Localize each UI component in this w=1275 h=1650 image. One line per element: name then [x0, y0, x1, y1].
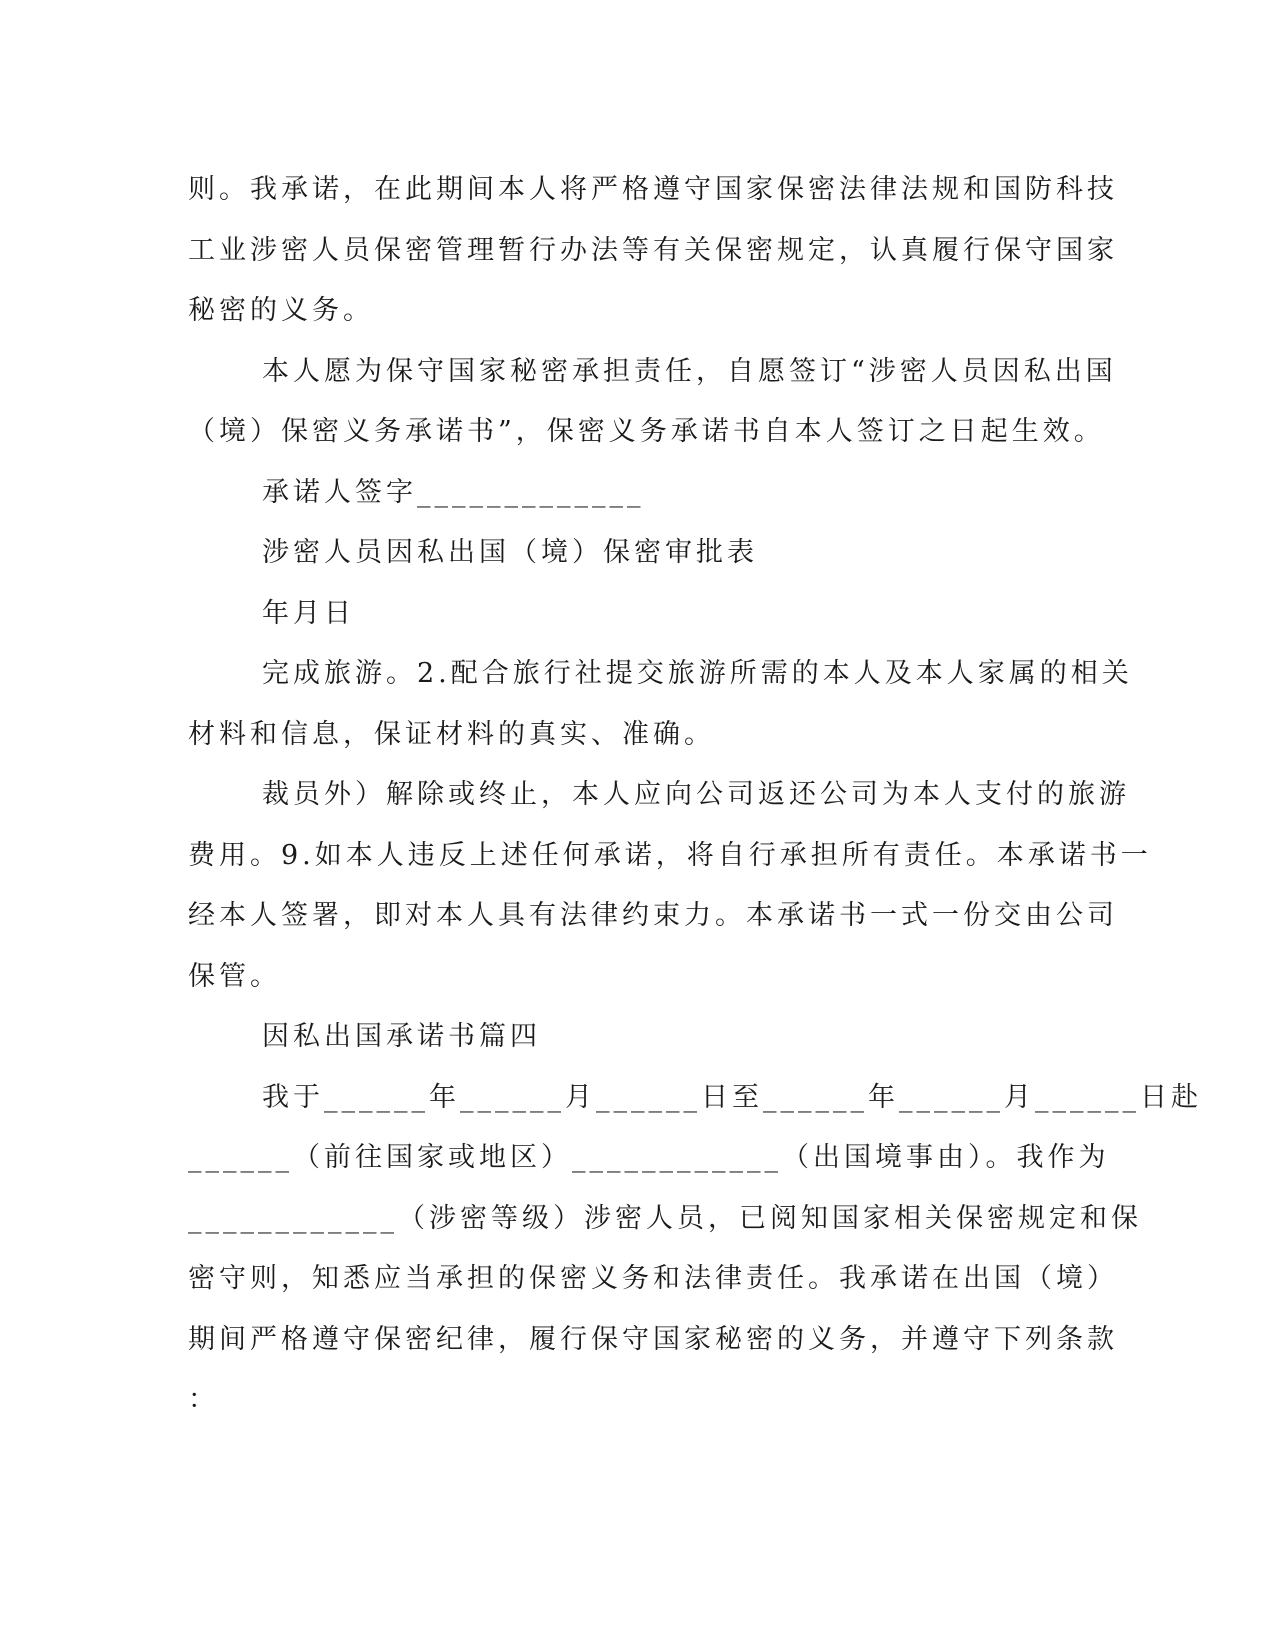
text-line: 则。我承诺，在此期间本人将严格遵守国家保密法律法规和国防科技 — [188, 174, 1118, 205]
text-line: 秘密的义务。 — [188, 295, 374, 326]
text-line: 我于______年______月______日至______年______月______日赴 — [262, 1081, 1202, 1113]
text-line: 期间严格遵守保密纪律，履行保守国家秘密的义务，并遵守下列条款 — [188, 1323, 1118, 1355]
date-line: 年月日 — [262, 597, 355, 629]
text-line: ： — [188, 1384, 219, 1415]
text-line: 本人愿为保守国家秘密承担责任，自愿签订“涉密人员因私出国 — [262, 355, 1117, 387]
text-line: 费用。9.如本人违反上述任何承诺，将自行承担所有责任。本承诺书一 — [188, 839, 1152, 871]
text-line: 涉密人员因私出国（境）保密审批表 — [262, 537, 758, 568]
text-line: 裁员外）解除或终止，本人应向公司返还公司为本人支付的旅游 — [262, 779, 1130, 810]
text-line: ______（前往国家或地区）____________（出国境事由）。我作为 — [188, 1142, 1110, 1173]
text-line: （境）保密义务承诺书”，保密义务承诺书自本人签订之日起生效。 — [188, 416, 1105, 447]
text-line: 密守则，知悉应当承担的保密义务和法律责任。我承诺在出国（境） — [188, 1263, 1118, 1294]
text-line: 材料和信息，保证材料的真实、准确。 — [188, 718, 715, 750]
text-line: 工业涉密人员保密管理暂行办法等有关保密规定，认真履行保守国家 — [188, 234, 1118, 266]
section-heading: 因私出国承诺书篇四 — [262, 1021, 541, 1052]
text-line: 经本人签署，即对本人具有法律约束力。本承诺书一式一份交由公司 — [188, 900, 1118, 931]
text-line: 保管。 — [188, 960, 281, 992]
text-line: 完成旅游。2.配合旅行社提交旅游所需的本人及本人家属的相关 — [262, 658, 1133, 689]
text-line: ____________（涉密等级）涉密人员，已阅知国家相关保密规定和保 — [188, 1202, 1142, 1234]
document-body — [188, 160, 1202, 1431]
signature-line: 承诺人签字_____________ — [262, 476, 645, 508]
